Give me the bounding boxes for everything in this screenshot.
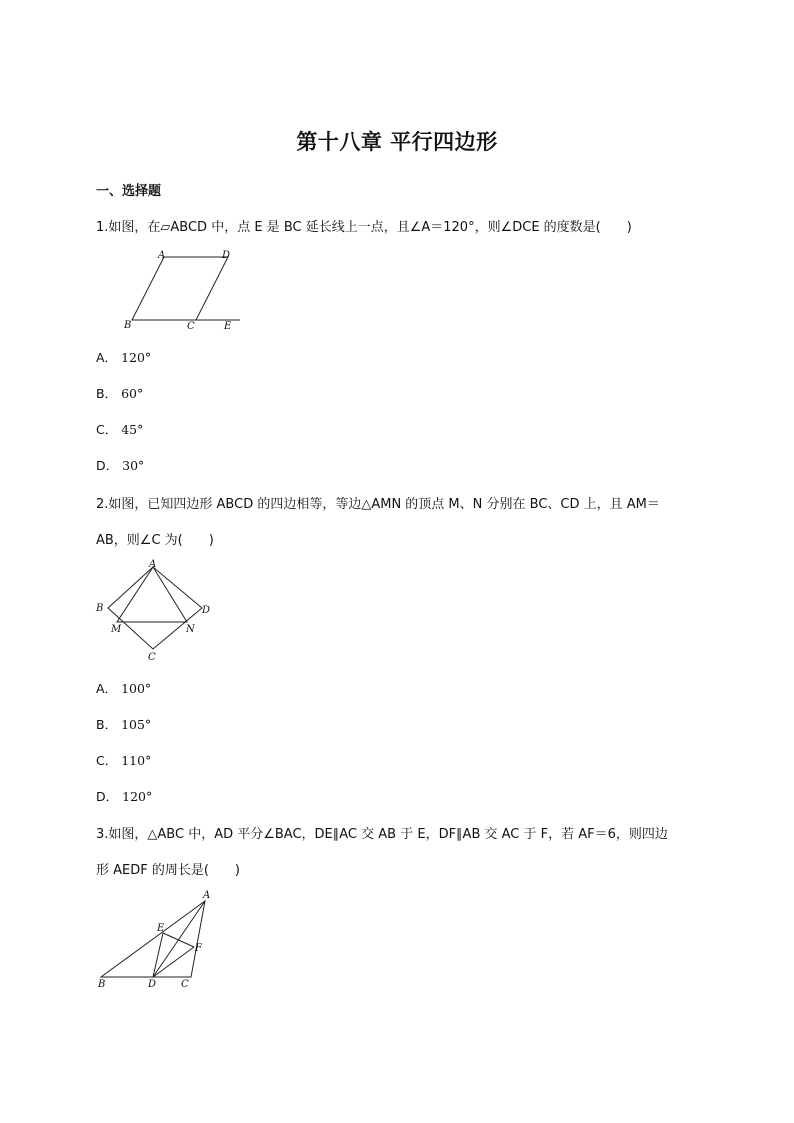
page-title: 第十八章 平行四边形 (296, 130, 498, 154)
point-label-n: N (186, 624, 195, 635)
question-1-stem: 1.如图，在▱ABCD 中，点 E 是 BC 延长线上一点，且∠A＝120°，则∠DCE 的度数是( ) (96, 220, 632, 235)
point-label-d: D (148, 979, 157, 990)
point-label-d: D (222, 250, 231, 261)
point-label-e: E (157, 923, 165, 934)
point-label-a: A (158, 250, 166, 261)
point-label-a: A (203, 890, 211, 901)
q1-option-c[interactable]: C． 45° (96, 422, 144, 437)
q1-option-a[interactable]: A． 120° (96, 350, 152, 365)
point-label-b: B (98, 979, 106, 990)
point-label-b: B (96, 603, 104, 614)
question-2-stem-line-2: AB，则∠C 为( ) (96, 533, 214, 548)
parallelogram-shape (132, 257, 228, 320)
bisector-ad (153, 901, 205, 977)
point-label-f: F (195, 943, 202, 954)
point-label-e: E (224, 321, 232, 332)
point-label-c: C (148, 652, 156, 663)
triangle-abc (101, 901, 205, 977)
rhombus-shape (108, 567, 202, 649)
q2-option-a[interactable]: A． 100° (96, 681, 152, 696)
figure-rhombus-amn (92, 558, 222, 664)
question-3-stem-line-1: 3.如图，△ABC 中，AD 平分∠BAC，DE∥AC 交 AB 于 E，DF∥AB 交 AC 于 F，若 AF＝6，则四边 (96, 827, 668, 842)
equilateral-triangle-amn (117, 567, 187, 622)
point-label-m: M (111, 624, 122, 635)
q2-option-d[interactable]: D． 120° (96, 789, 153, 804)
point-label-c: C (187, 321, 195, 332)
q2-option-c[interactable]: C． 110° (96, 753, 152, 768)
figure-parallelogram-abcd (118, 248, 248, 334)
point-label-c: C (181, 979, 189, 990)
q1-option-d[interactable]: D． 30° (96, 458, 145, 473)
question-3-stem-line-2: 形 AEDF 的周长是( ) (96, 863, 241, 878)
section-heading: 一、选择题 (96, 184, 162, 199)
q1-option-b[interactable]: B． 60° (96, 386, 144, 401)
segment-ef (163, 933, 194, 947)
q2-option-b[interactable]: B． 105° (96, 717, 152, 732)
question-2-stem-line-1: 2.如图，已知四边形 ABCD 的四边相等，等边△AMN 的顶点 M、N 分别在 BC、CD 上，且 AM＝ (96, 497, 660, 512)
point-label-b: B (124, 320, 132, 331)
point-label-a: A (149, 559, 157, 570)
figure-triangle-abc (92, 886, 222, 992)
point-label-d: D (202, 605, 211, 616)
